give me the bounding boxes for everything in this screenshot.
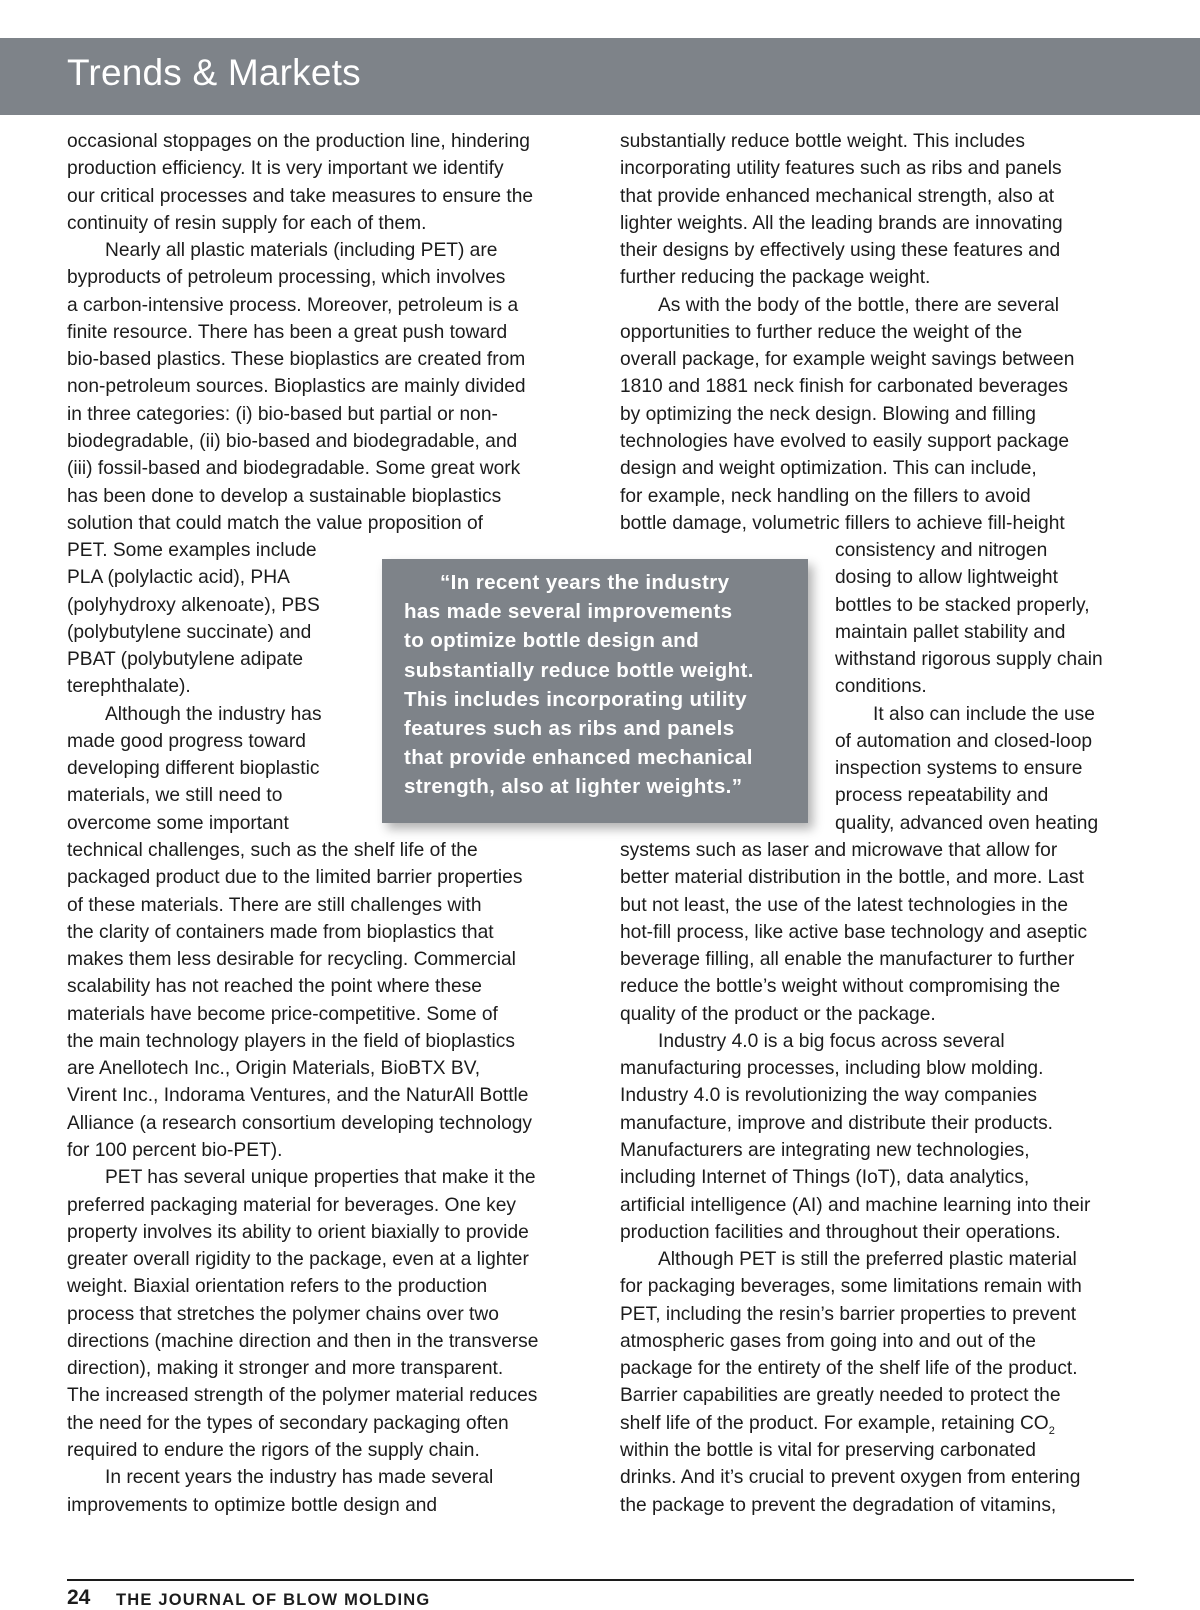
column-right-line: incorporating utility features such as ribs and panels <box>620 158 1062 180</box>
column-left-line: (polybutylene succinate) and <box>67 621 312 643</box>
column-right-line: inspection systems to ensure <box>835 758 1083 780</box>
pull-quote-line: features such as ribs and panels <box>404 717 735 740</box>
column-left-line: production efficiency. It is very important we identify <box>67 158 504 180</box>
column-left-line: scalability has not reached the point where these <box>67 976 482 998</box>
column-right-line: consistency and nitrogen <box>835 540 1048 562</box>
column-right-line: Industry 4.0 is a big focus across several <box>658 1030 1005 1052</box>
column-left-line: makes them less desirable for recycling. Commercial <box>67 949 516 971</box>
column-left-line: (iii) fossil-based and biodegradable. Some great work <box>67 458 521 480</box>
column-left-line: are Anellotech Inc., Origin Materials, BioBTX BV, <box>67 1058 481 1080</box>
column-left-line: greater overall rigidity to the package, even at a lighter <box>67 1249 529 1271</box>
column-left-line: (polyhydroxy alkenoate), PBS <box>67 594 320 616</box>
column-right-line: by optimizing the neck design. Blowing and filling <box>620 403 1036 425</box>
column-left-line: PET has several unique properties that make it the <box>105 1167 536 1189</box>
journal-name: THE JOURNAL OF BLOW MOLDING <box>116 1591 431 1609</box>
column-left-line: process that stretches the polymer chains over two <box>67 1303 499 1325</box>
column-right-line: substantially reduce bottle weight. This includes <box>620 131 1025 152</box>
column-right-line: Although PET is still the preferred plastic material <box>658 1249 1077 1271</box>
column-right-line: reduce the bottle’s weight without compromising the <box>620 976 1061 998</box>
column-right-line: for packaging beverages, some limitations remain with <box>620 1276 1082 1298</box>
column-right-line: overall package, for example weight savings between <box>620 349 1075 371</box>
column-right-line: their designs by effectively using these features and <box>620 240 1061 262</box>
column-left-line: the main technology players in the field of bioplastics <box>67 1030 515 1052</box>
column-left-line: Virent Inc., Indorama Ventures, and the NaturAll Bottle <box>67 1085 529 1107</box>
column-left-line: overcome some important <box>67 812 289 834</box>
column-left-line: the clarity of containers made from bioplastics that <box>67 921 494 943</box>
column-left-line: weight. Biaxial orientation refers to the production <box>67 1276 488 1298</box>
column-right-line: It also can include the use <box>873 703 1095 725</box>
column-right-line: quality, advanced oven heating <box>835 812 1099 834</box>
column-right-line: beverage filling, all enable the manufacturer to further <box>620 949 1075 971</box>
column-left-line: materials, we still need to <box>67 785 283 807</box>
column-right-line: that provide enhanced mechanical strength, also at <box>620 185 1055 207</box>
column-right-line: design and weight optimization. This can include, <box>620 458 1037 480</box>
column-right-line: better material distribution in the bottle, and more. Last <box>620 867 1084 889</box>
column-right-line: Manufacturers are integrating new technologies, <box>620 1139 1030 1161</box>
column-right-line: atmospheric gases from going into and out of the <box>620 1330 1036 1352</box>
column-left-line: our critical processes and take measures to ensure the <box>67 185 534 207</box>
column-left-line: bio-based plastics. These bioplastics are created from <box>67 349 526 371</box>
column-right-line: further reducing the package weight. <box>620 267 931 289</box>
pull-quote-line: that provide enhanced mechanical <box>404 746 753 770</box>
pull-quote-line: substantially reduce bottle weight. <box>404 658 754 682</box>
column-left-line: made good progress toward <box>67 730 306 752</box>
column-left-line: developing different bioplastic <box>67 758 320 780</box>
column-left-line: technical challenges, such as the shelf life of the <box>67 840 478 862</box>
column-right-line: opportunities to further reduce the weight of the <box>620 321 1023 343</box>
column-left-line: byproducts of petroleum processing, which involves <box>67 267 506 289</box>
column-right-line: shelf life of the product. For example, retaining $CO_2$ <box>620 1412 1055 1437</box>
column-left-line: terephthalate). <box>67 676 191 698</box>
column-right-line: maintain pallet stability and <box>835 621 1066 643</box>
column-left-line: The increased strength of the polymer material reduces <box>67 1385 538 1407</box>
column-left-line: materials have become price-competitive. Some of <box>67 1003 498 1025</box>
column-right-line: manufacture, improve and distribute their products. <box>620 1112 1054 1134</box>
column-right-line: Barrier capabilities are greatly needed to protect the <box>620 1385 1061 1407</box>
column-right-line: for example, neck handling on the fillers to avoid <box>620 485 1031 507</box>
column-right-line: hot-fill process, like active base technology and aseptic <box>620 921 1088 943</box>
column-right-line: production facilities and throughout their operations. <box>620 1221 1061 1243</box>
pull-quote-line: This includes incorporating utility <box>404 687 747 711</box>
column-right-line: systems such as laser and microwave that allow for <box>620 840 1058 862</box>
column-left-line: PET. Some examples include <box>67 540 317 562</box>
footer-rule <box>67 1579 1134 1581</box>
column-left-line: improvements to optimize bottle design and <box>67 1494 438 1516</box>
column-left-line: solution that could match the value proposition of <box>67 512 483 534</box>
column-right-line: quality of the product or the package. <box>620 1003 936 1025</box>
co2-subscript: 2 <box>1048 1424 1055 1437</box>
column-left-line: packaged product due to the limited barrier properties <box>67 867 523 889</box>
column-right-line: the package to prevent the degradation of vitamins, <box>620 1494 1057 1516</box>
column-left-line: has been done to develop a sustainable bioplastics <box>67 485 502 507</box>
column-left-line: non-petroleum sources. Bioplastics are mainly divided <box>67 376 526 398</box>
column-right-line: As with the body of the bottle, there are several <box>658 294 1060 316</box>
column-right-line: dosing to allow lightweight <box>835 567 1058 589</box>
column-left-line: Alliance (a research consortium developing technology <box>67 1112 533 1134</box>
column-left-line: preferred packaging material for beverages. One key <box>67 1194 517 1216</box>
page-number: 24 <box>67 1586 91 1609</box>
column-right-line: bottles to be stacked properly, <box>835 594 1090 616</box>
column-right-line: including Internet of Things (IoT), data analytics, <box>620 1167 1030 1189</box>
column-left-line: property involves its ability to orient biaxially to provide <box>67 1221 529 1243</box>
column-left-line: PLA (polylactic acid), PHA <box>67 567 290 589</box>
column-left-line: biodegradable, (ii) bio-based and biodegradable, and <box>67 430 518 452</box>
column-left-line: Although the industry has <box>105 703 322 725</box>
column-left-line: direction), making it stronger and more transparent. <box>67 1358 504 1380</box>
column-left-line: the need for the types of secondary packaging often <box>67 1412 509 1434</box>
section-title: Trends & Markets <box>67 52 361 93</box>
column-left-line: continuity of resin supply for each of them. <box>67 212 427 234</box>
pull-quote <box>382 559 808 823</box>
column-left-line: finite resource. There has been a great push toward <box>67 321 508 343</box>
column-right-line: Industry 4.0 is revolutionizing the way companies <box>620 1085 1038 1107</box>
pull-quote-line: strength, also at lighter weights.” <box>404 775 743 799</box>
column-left-line: required to endure the rigors of the supply chain. <box>67 1439 480 1461</box>
pull-quote-line: to optimize bottle design and <box>404 629 700 653</box>
column-right-line: conditions. <box>835 676 927 698</box>
column-left-line: for 100 percent bio-PET). <box>67 1139 283 1161</box>
column-right-line: technologies have evolved to easily support package <box>620 430 1070 452</box>
column-right-line: bottle damage, volumetric fillers to achieve fill-height <box>620 512 1065 534</box>
column-right-line: lighter weights. All the leading brands are innovating <box>620 212 1063 234</box>
column-left-line: Nearly all plastic materials (including PET) are <box>105 240 498 262</box>
column-right-line: process repeatability and <box>835 785 1049 807</box>
column-left-line: a carbon-intensive process. Moreover, petroleum is a <box>67 294 519 316</box>
pull-quote-line: “In recent years the industry <box>440 571 730 594</box>
column-right-line: within the bottle is vital for preserving carbonated <box>620 1439 1036 1461</box>
pull-quote-line: has made several improvements <box>404 600 733 624</box>
column-left-line: directions (machine direction and then in the transverse <box>67 1330 539 1352</box>
column-right-line: package for the entirety of the shelf life of the product. <box>620 1358 1078 1380</box>
column-right-line: 1810 and 1881 neck finish for carbonated beverages <box>620 376 1069 398</box>
column-right-line: PET, including the resin’s barrier properties to prevent <box>620 1303 1077 1325</box>
column-left-line: PBAT (polybutylene adipate <box>67 649 304 671</box>
column-left-line: of these materials. There are still challenges with <box>67 894 482 916</box>
column-left-line: occasional stoppages on the production line, hindering <box>67 131 530 152</box>
column-right-line: but not least, the use of the latest technologies in the <box>620 894 1069 916</box>
column-left-line: in three categories: (i) bio-based but partial or non- <box>67 403 498 425</box>
column-right-line: of automation and closed-loop <box>835 730 1093 752</box>
column-left-line: In recent years the industry has made several <box>105 1467 494 1489</box>
column-right-line: manufacturing processes, including blow molding. <box>620 1058 1044 1080</box>
column-right-line: artificial intelligence (AI) and machine learning into their <box>620 1194 1091 1216</box>
column-right-line: withstand rigorous supply chain <box>835 649 1103 671</box>
column-right-line: drinks. And it’s crucial to prevent oxygen from entering <box>620 1467 1081 1489</box>
